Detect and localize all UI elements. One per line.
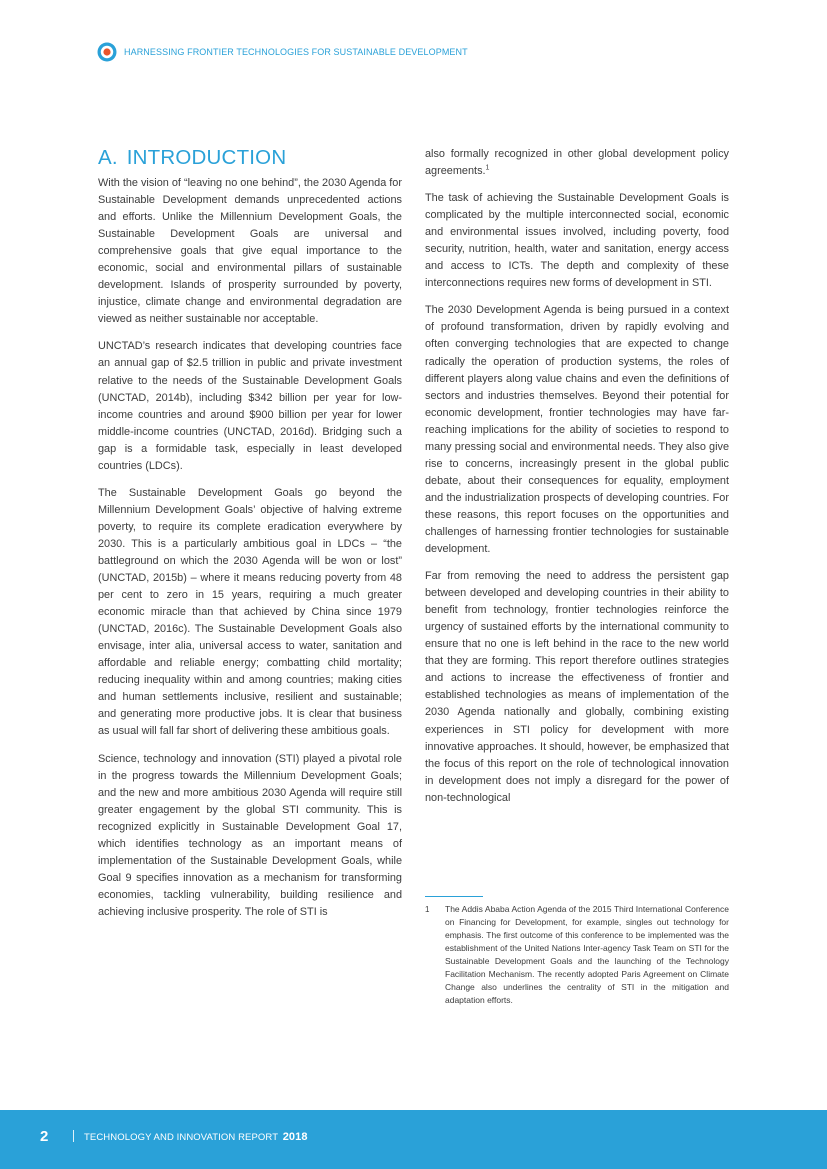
- target-circle-icon: [97, 42, 117, 62]
- footer-report-title: [84, 1131, 308, 1143]
- right-column: [425, 146, 729, 817]
- paragraph: With the vision of “leaving no one behind”, the 2030 Agenda for Sustainable Development demands unprecedented actions and efforts. Unlike the Millennium Development Goals, the Sustainable Development Goals are universal and comprehensive goals that give equal importance to the economic, social and environmental pillars of sustainable development. Islands of prosperity surrounded by poverty, injustice, climate change and environmental degradation are viewed as neither sustainable nor acceptable.: [98, 177, 402, 326]
- paragraph: The 2030 Development Agenda is being pursued in a context of profound transformation, driven by rapidly evolving and often converging technologies that are expected to change radically the operation of production systems, the roles of different players along value chains and even the definitions of sectors and industries themselves. Beyond their potential for economic development, frontier technologies may have far-reaching implications for the ability of societies to respond to many pressing social and environmental needs. They also give rise to concerns, increasingly present in the global public debate, about their consequences for equality, employment and the industrialization prospects of developing countries. For these reasons, this report focuses on the opportunities and challenges of harnessing frontier technologies for sustainable development.: [425, 304, 729, 556]
- page-number: 2: [40, 1128, 49, 1145]
- paragraph: The task of achieving the Sustainable Development Goals is complicated by the multiple interconnected social, economic and environmental issues involved, including poverty, food security, nutrition, health, water and sanitation, energy access and access to ICTs. The depth and complexity of these interconnections requires new forms of development in STI.: [425, 192, 729, 290]
- section-heading: [98, 146, 402, 170]
- footnote-divider: [425, 896, 483, 897]
- paragraph: The Sustainable Development Goals go beyond the Millennium Development Goals’ objective of halving extreme poverty, to require its complete eradication everywhere by 2030. This is a particularly ambitious goal in LDCs – “the battleground on which the 2030 Agenda will be won or lost” (UNCTAD, 2015b) – where it means reducing poverty from 48 per cent to zero in 15 years, requiring a much greater economic miracle than that achieved by China since 1979 (UNCTAD, 2016c). The Sustainable Development Goals also envisage, inter alia, universal access to water, sanitation and affordable and reliable energy; combatting child mortality; reducing inequality within and among countries; making cities and human settlements inclusive, resilient and sustainable; and generating more productive jobs. It is clear that business as usual will fall far short of delivering these ambitious goals.: [98, 486, 402, 738]
- header-title: HARNESSING FRONTIER TECHNOLOGIES FOR SUSTAINABLE DEVELOPMENT: [124, 47, 468, 57]
- report-year: 2018: [282, 1131, 308, 1143]
- paragraph: Far from removing the need to address the persistent gap between developed and developing countries in their ability to benefit from technology, frontier technologies reinforce the urgency of sustained efforts by the international community to ensure that no one is left behind in the race to the new world that they are forming. This report therefore outlines strategies and actions to increase the effectiveness of frontier and established technologies as means of implementation of the 2030 Agenda nationally and globally, combining existing experiences in STI policy for development with more innovative approaches. It should, however, be emphasized that the focus of this report on the role of technological innovation in development does not imply a disregard for the power of non-technological: [425, 570, 729, 804]
- section-number: A.: [98, 146, 118, 169]
- left-column: [98, 146, 402, 931]
- footnote-reference[interactable]: 1: [485, 164, 490, 172]
- running-header: [97, 42, 468, 62]
- continuation-text: also formally recognized in other global development policy agreements.: [425, 148, 729, 178]
- footnote-text: The Addis Ababa Action Agenda of the 2015 Third International Conference on Financing for Development, for example, singles out technology for emphasis. The first outcome of this conference to be implemented was the establishment of the United Nations Inter-agency Task Team on STI for the Sustainable Development Goals and the launching of the Technology Facilitation Mechanism. The recently adopted Paris Agreement on Climate Change also underlines the centrality of STI in the mitigation and adaptation efforts.: [445, 904, 729, 1006]
- footnote-number: 1: [425, 905, 430, 914]
- footnote: [425, 903, 729, 1007]
- report-title: TECHNOLOGY AND INNOVATION REPORT: [84, 1132, 278, 1143]
- paragraph-continuation: [425, 146, 729, 180]
- footer-separator: [73, 1130, 74, 1142]
- paragraph: Science, technology and innovation (STI) played a pivotal role in the progress towards the Millennium Development Goals; and the new and more ambitious 2030 Agenda will require still greater engagement by the global STI community. This is recognized explicitly in Sustainable Development Goal 17, which identifies technology as an important means of implementation of the Sustainable Development Goals, while Goal 9 specifies innovation as a mechanism for transforming economies, tackling vulnerability, building resilience and achieving inclusive prosperity. The role of STI is: [98, 752, 402, 918]
- section-title: INTRODUCTION: [126, 146, 287, 169]
- paragraph: UNCTAD’s research indicates that developing countries face an annual gap of $2.5 trillion in public and private investment relative to the needs of the Sustainable Development Goals (UNCTAD, 2014b), including $342 billion per year for low-income countries and around $900 billion per year for lower middle-income countries (UNCTAD, 2016d). Bridging such a gap is a formidable task, especially in least developed countries (LDCs).: [98, 340, 402, 472]
